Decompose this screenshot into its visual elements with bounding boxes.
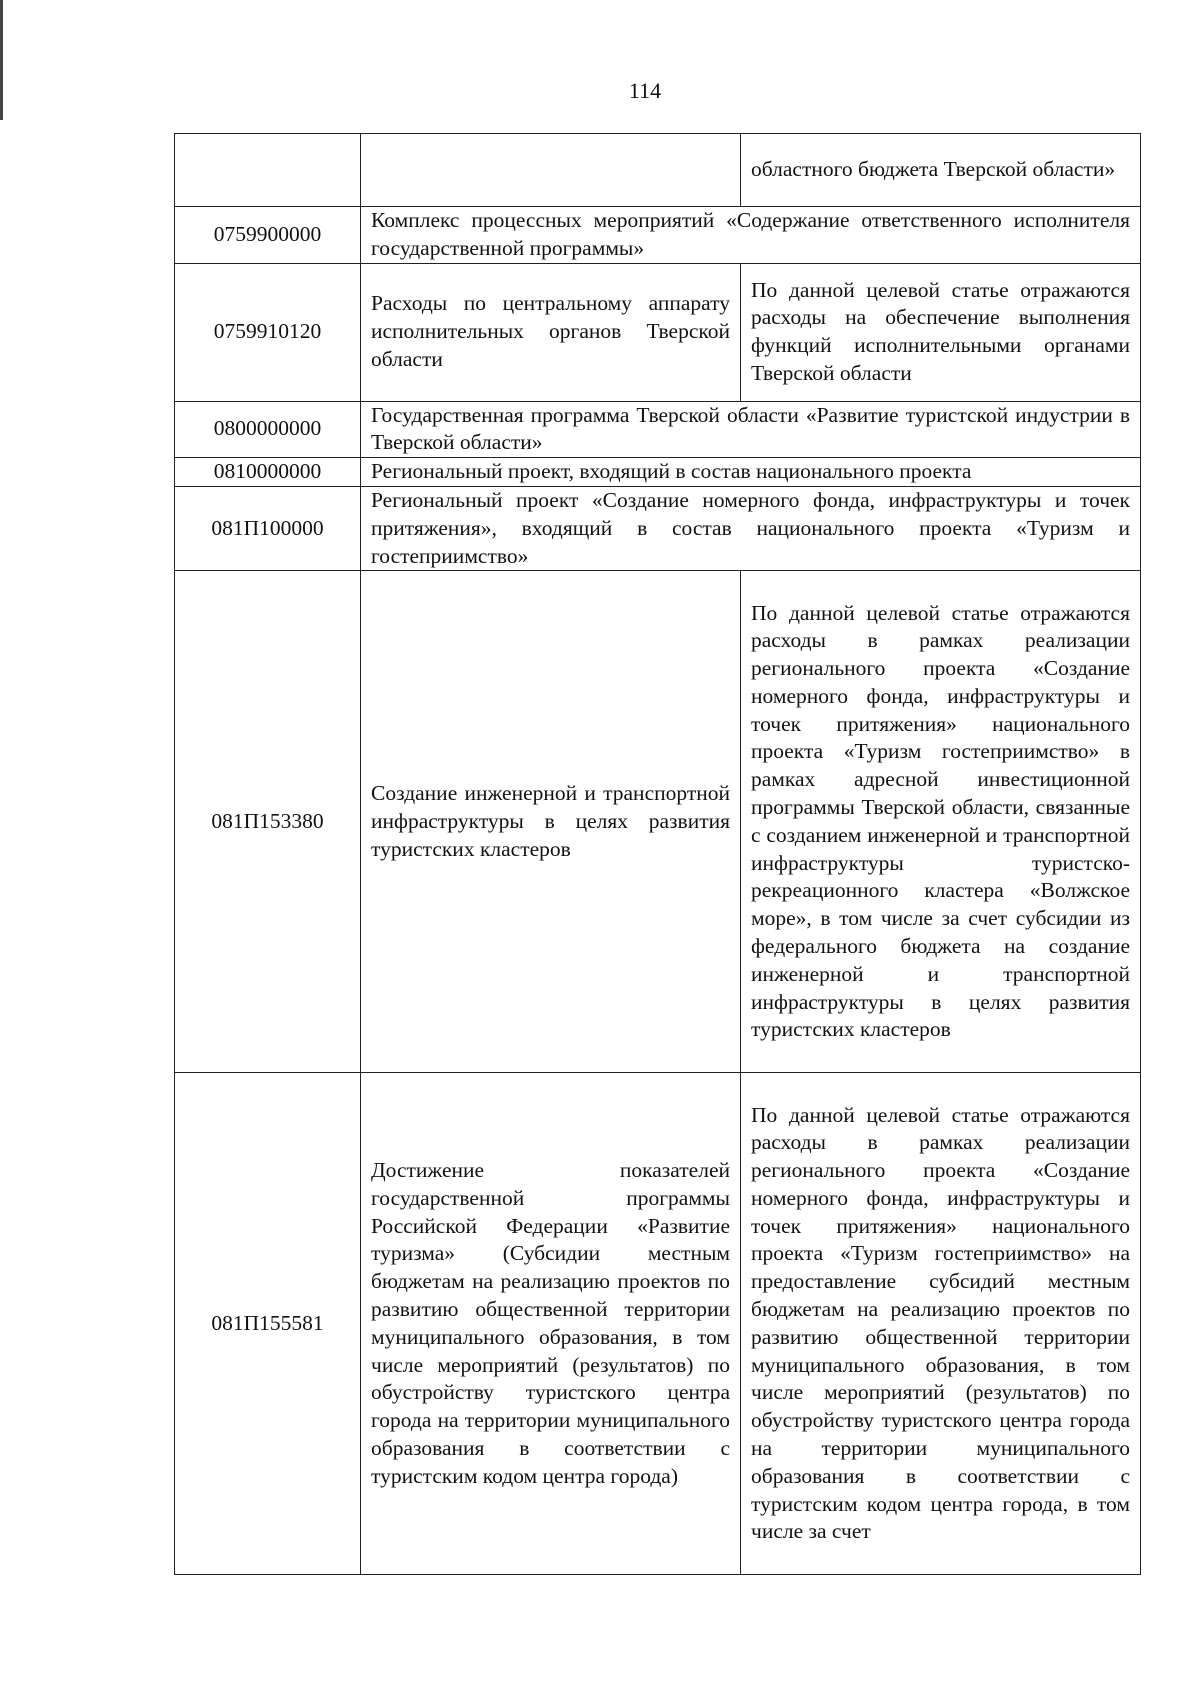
row-name xyxy=(361,134,741,207)
row-title: Региональный проект, входящий в состав национального проекта xyxy=(361,458,1141,487)
table-row xyxy=(175,486,1141,570)
row-name: Достижение показателей государственной программы Российской Федерации «Развитие туризма» (Субсидии местным бюджетам на реализацию проектов по развитию общественной территории муниципального образования, в том числе мероприятий (результатов) по обустройству туристского центра города на территории муниципального образования в соответствии с туристским кодом центра города) xyxy=(361,1073,741,1575)
row-name: Создание инженерной и транспортной инфраструктуры в целях развития туристских кластеров xyxy=(361,571,741,1073)
row-description: По данной целевой статье отражаются расходы на обеспечение выполнения функций исполнительными органами Тверской области xyxy=(741,263,1141,401)
table-row xyxy=(175,207,1141,264)
table-row xyxy=(175,263,1141,401)
row-title: Комплекс процессных мероприятий «Содержание ответственного исполнителя государственной программы» xyxy=(361,207,1141,264)
table-row xyxy=(175,401,1141,458)
row-title: Региональный проект «Создание номерного фонда, инфраструктуры и точек притяжения», входящий в состав национального проекта «Туризм и гостеприимство» xyxy=(361,486,1141,570)
row-description: По данной целевой статье отражаются расходы в рамках реализации регионального проекта «Создание номерного фонда, инфраструктуры и точек притяжения» национального проекта «Туризм гостеприимство» в рамках адресной инвестиционной программы Тверской области, связанные с созданием инженерной и транспортной инфраструктуры туристско-рекреационного кластера «Волжское море», в том числе за счет субсидии из федерального бюджета на создание инженерной и транспортной инфраструктуры в целях развития туристских кластеров xyxy=(741,571,1141,1073)
row-description: областного бюджета Тверской области» xyxy=(741,134,1141,207)
table-row xyxy=(175,571,1141,1073)
row-code: 0759910120 xyxy=(175,263,361,401)
row-code: 0759900000 xyxy=(175,207,361,264)
row-description: По данной целевой статье отражаются расходы в рамках реализации регионального проекта «Создание номерного фонда, инфраструктуры и точек притяжения» национального проекта «Туризм гостеприимство» на предоставление субсидий местным бюджетам на реализацию проектов по развитию общественной территории муниципального образования, в том числе мероприятий (результатов) по обустройству туристского центра города на территории муниципального образования в соответствии с туристским кодом центра города, в том числе за счет xyxy=(741,1073,1141,1575)
row-code: 081П153380 xyxy=(175,571,361,1073)
budget-classification-table xyxy=(174,133,1141,1575)
page-number: 114 xyxy=(628,78,662,103)
row-code: 081П155581 xyxy=(175,1073,361,1575)
row-code: 0800000000 xyxy=(175,401,361,458)
scan-edge-mark xyxy=(0,0,3,120)
row-code: 0810000000 xyxy=(175,458,361,487)
row-code xyxy=(175,134,361,207)
row-code: 081П100000 xyxy=(175,486,361,570)
row-name: Расходы по центральному аппарату исполнительных органов Тверской области xyxy=(361,263,741,401)
table-row xyxy=(175,134,1141,207)
table-row xyxy=(175,458,1141,487)
table-row xyxy=(175,1073,1141,1575)
row-title: Государственная программа Тверской области «Развитие туристской индустрии в Тверской области» xyxy=(361,401,1141,458)
